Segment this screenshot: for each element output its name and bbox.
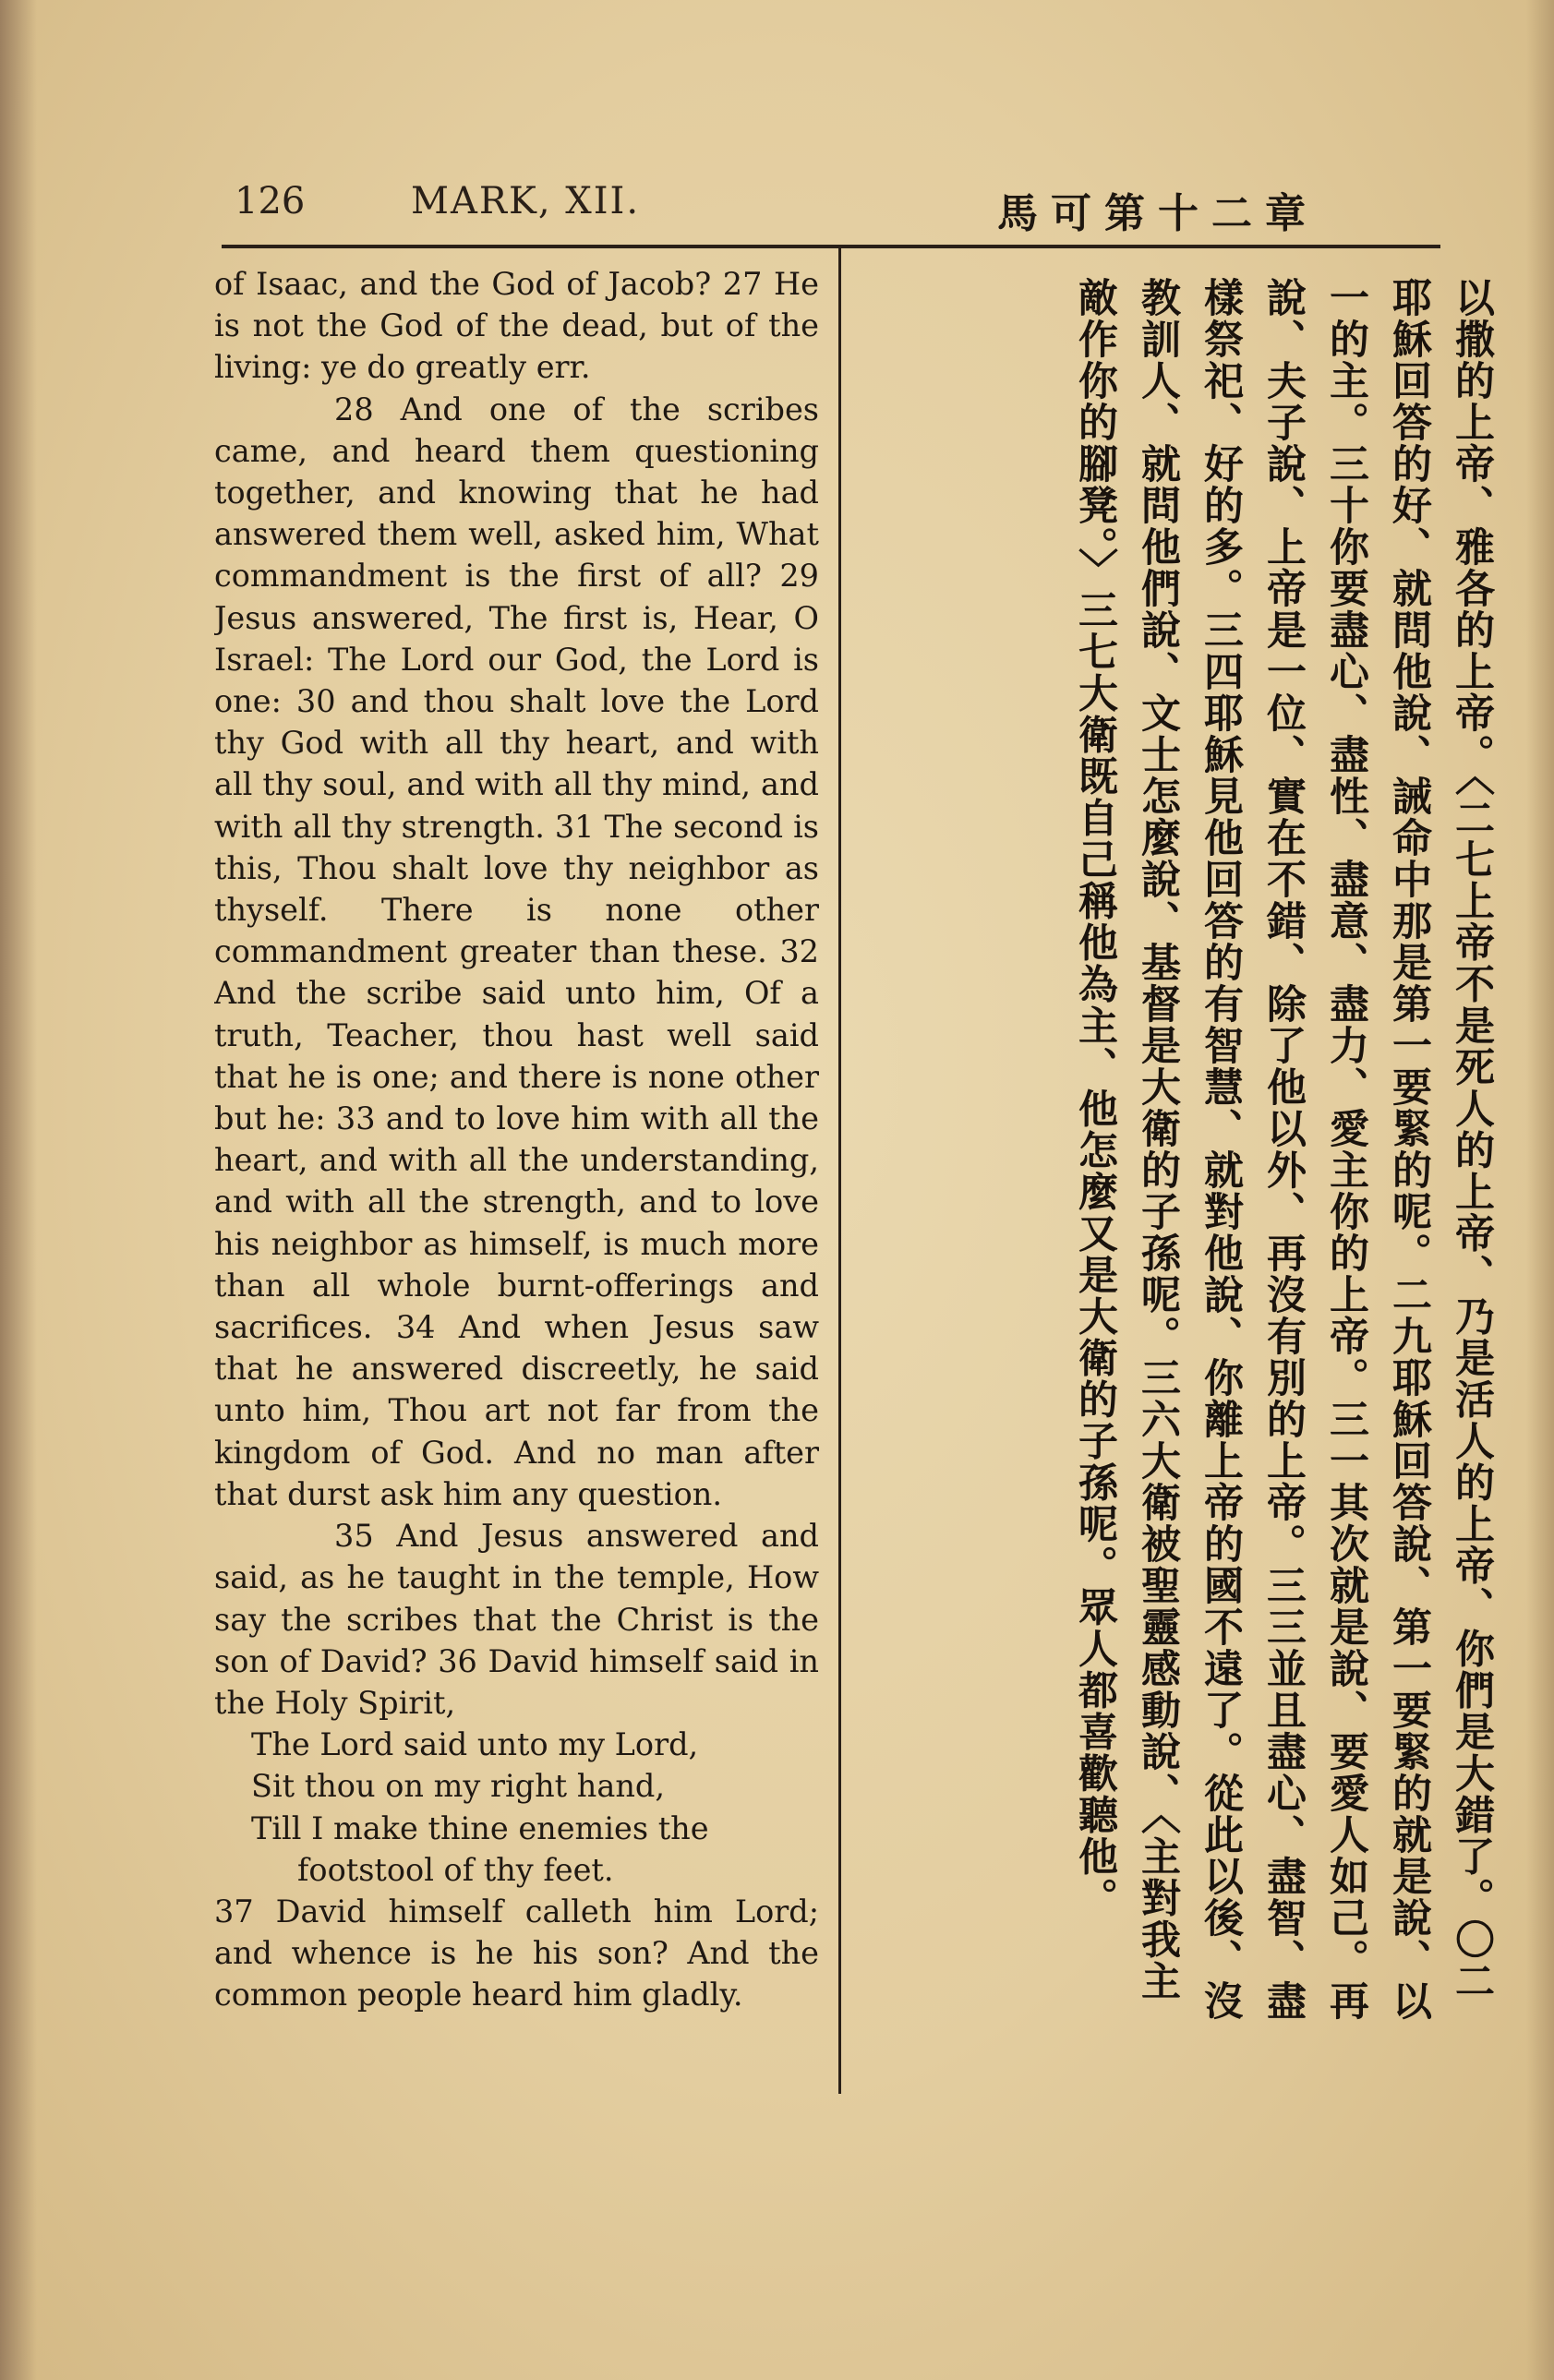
header-rule [222,245,1440,248]
english-text-column [214,263,819,2220]
column-divider [838,247,841,2094]
chinese-vertical-line: 教訓人、就問他們說、文士怎麼說、基督是大衛的子孫呢。三六大衛被聖靈感動說、〈主對我主 [1135,277,1181,2002]
poem-line: The Lord said unto my Lord, [251,1726,699,1763]
page-header [222,180,1330,235]
english-paragraph: 28 And one of the scribes came, and heard them questioning together, and knowing that he had answered them well, asked him, What commandment is the first of all? 29 Jesus answered, The first is, Hear, O Israel: The Lord our God, the Lord is one: 30 and thou shalt love the Lord thy God with all thy heart, and with all thy soul, and with all thy mind, and with all thy strength. 31 The second is this, Thou shalt love thy neighbor as thyself. There is none other commandment greater than these. 32 And the scribe said unto him, Of a truth, Teacher, thou hast well said that he is one; and there is none other but he: 33 and to love him with all the heart, and with all the understanding, and with all the strength, and to love his neighbor as himself, is much more than all whole burnt-offerings and sacrifices. 34 And when Jesus saw that he answered discreetly, he said unto him, Thou art not far from the kingdom of God. And no man after that durst ask him any question. [214,391,819,1512]
chinese-vertical-line: 說、夫子說、上帝是一位、實在不錯、除了他以外、再沒有別的上帝。三三並且盡心、盡智、盡 [1260,277,1307,2022]
poem-line: Till I make thine enemies the [251,1809,709,1846]
psalm-quotation [214,1724,819,1891]
chinese-vertical-line: 敵作你的腳凳。〉三七大衛既自己稱他為主、他怎麼又是大衛的子孫呢。眾人都喜歡聽他。 [1072,277,1118,1919]
chinese-vertical-line: 耶穌回答的好、就問他說、誡命中那是第一要緊的呢。二九耶穌回答說、第一要緊的就是說、以 [1386,277,1432,2022]
spine-shadow [0,0,37,2380]
poem-line: Sit thou on my right hand, [251,1768,666,1805]
page-edge [1526,0,1554,2380]
chinese-text-column [859,277,1496,2031]
english-paragraph: of Isaac, and the God of Jacob? 27 He is not the God of the dead, but of the living: ye do greatly err. [214,266,819,386]
chinese-vertical-line: 樣祭祀、好的多。三四耶穌見他回答的有智慧、就對他說、你離上帝的國不遠了。從此以後、沒 [1198,277,1244,2022]
chinese-vertical-line: 一的主。三十你要盡心、盡性、盡意、盡力、愛主你的上帝。三一其次就是說、要愛人如己。再 [1323,277,1369,2022]
running-title: MARK, XII. [411,180,641,222]
page-number: 126 [235,180,306,222]
english-paragraph: 37 David himself calleth him Lord; and whence is he his son? And the common people heard him gladly. [214,1893,819,2013]
chinese-vertical-line: 以撒的上帝、雅各的上帝。〈二七上帝不是死人的上帝、乃是活人的上帝、你們是大錯了。〇二 [1449,277,1495,2002]
running-title-chinese: 馬可第十二章 [997,190,1319,237]
english-paragraph: 35 And Jesus answered and said, as he taught in the temple, How say the scribes that the Christ is the son of David? 36 David himself said in the Holy Spirit, [214,1518,819,1721]
poem-line: footstool of thy feet. [297,1851,614,1888]
